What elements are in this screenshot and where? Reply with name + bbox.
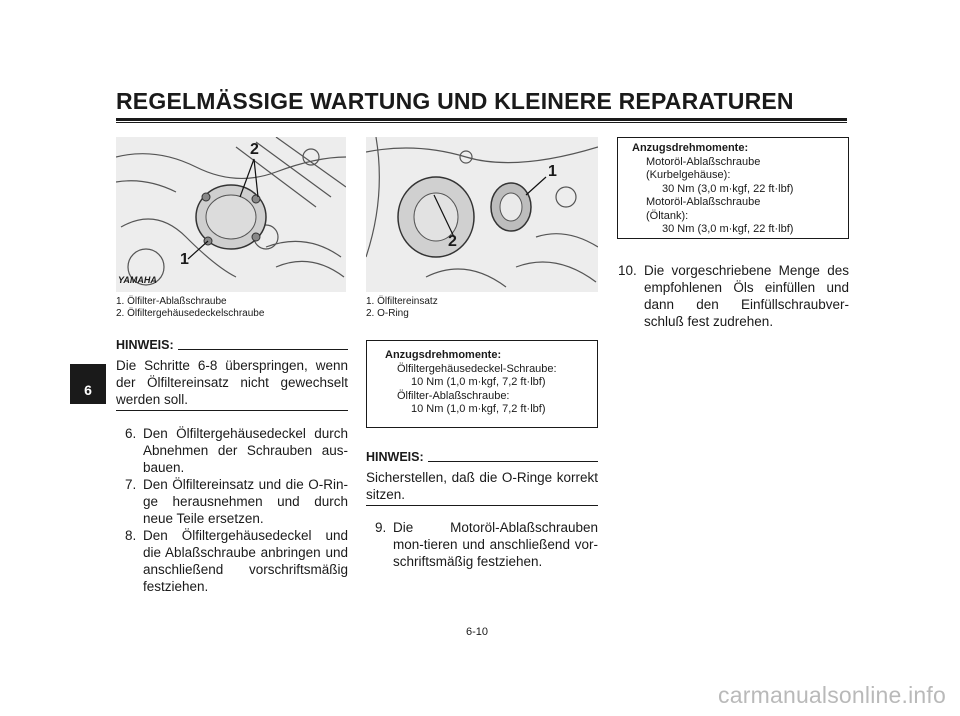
figure2-caption [366, 296, 598, 320]
torque-spec-box-1 [366, 340, 598, 428]
step-9 [366, 519, 598, 570]
step-6-number: 6. [125, 426, 137, 441]
torque1-heading: Anzugsdrehmomente: [385, 349, 502, 361]
figure1-caption-2: 2. Ölfiltergehäusedeckelschraube [116, 308, 265, 319]
torque2-line-3: 30 Nm (3,0 m·kgf, 22 ft·lbf) [662, 182, 794, 195]
torque2-line-1: Motoröl-Ablaßschraube [646, 155, 761, 168]
figure1-callout-2: 2 [250, 141, 259, 158]
hinweis-label-1: HINWEIS: [116, 338, 174, 352]
page-header-title: REGELMÄSSIGE WARTUNG UND KLEINERE REPARATUREN [116, 88, 794, 114]
torque1-line-3: Ölfilter-Ablaßschraube: [397, 389, 510, 402]
header-rule [116, 118, 847, 121]
figure2-caption-2: 2. O-Ring [366, 308, 409, 319]
engine-photo-oil-filter-cover [116, 137, 346, 292]
site-watermark: carmanualsonline.info [718, 682, 946, 708]
torque1-line-4: 10 Nm (1,0 m·kgf, 7,2 ft·lbf) [411, 403, 546, 415]
hinweis-rule-1 [116, 410, 348, 411]
chapter-tab-label: 6 [84, 382, 92, 398]
torque2-line-5: (Öltank): [646, 209, 689, 222]
step-8-text: Den Ölfiltergehäusedeckel und die Ablaßschraube anbringen und anschließend vorschriftsmäßig festziehen. [143, 528, 348, 594]
figure1-caption [116, 296, 356, 320]
engine-photo-oil-filter-element [366, 137, 598, 292]
hinweis-rule-2 [366, 505, 598, 506]
hinweis-text-2: Sicherstellen, daß die O-Ringe korrekt sitzen. [366, 470, 598, 502]
torque1-line-1: Ölfiltergehäusedeckel-Schraube: [397, 362, 557, 375]
step-7-text: Den Ölfiltereinsatz und die O-Rin-ge herausnehmen und durch neue Teile ersetzen. [143, 477, 348, 526]
step-10-number: 10. [618, 263, 637, 278]
engine-illustration-1 [116, 137, 346, 292]
step-10-text: Die vorgeschriebene Menge des empfohlenen Öls einfüllen und dann den Einfüllschraubver-schluß fest zudrehen. [644, 263, 849, 329]
page-number: 6-10 [466, 626, 489, 638]
steps-list-6-8 [116, 425, 348, 595]
torque1-line-2: 10 Nm (1,0 m·kgf, 7,2 ft·lbf) [411, 376, 546, 388]
chapter-tab[interactable] [70, 364, 106, 404]
step-8 [116, 527, 348, 595]
step-10 [617, 262, 849, 330]
step-6-text: Den Ölfiltergehäusedeckel durch Abnehmen der Schrauben aus-bauen. [143, 426, 348, 475]
step-6 [116, 425, 348, 476]
torque-spec-box-2 [617, 137, 849, 239]
torque2-line-4: Motoröl-Ablaßschraube [646, 196, 761, 208]
step-8-number: 8. [125, 528, 137, 543]
step-9-number: 9. [375, 520, 387, 535]
engine-illustration-2 [366, 137, 598, 292]
hinweis-text-1: Die Schritte 6-8 überspringen, wenn der Ölfiltereinsatz nicht gewechselt werden soll. [116, 358, 348, 407]
step-7-number: 7. [125, 477, 137, 492]
figure2-callout-1: 1 [548, 163, 557, 180]
step-7 [116, 476, 348, 527]
yamaha-logo: YAMAHA [118, 275, 157, 285]
figure1-caption-1: 1. Ölfilter-Ablaßschraube [116, 296, 227, 307]
figure1-callout-1: 1 [180, 251, 189, 268]
figure2-callout-2: 2 [448, 233, 457, 250]
torque2-line-2: (Kurbelgehäuse): [646, 169, 731, 181]
hinweis-heading-2 [366, 450, 598, 464]
torque2-heading: Anzugsdrehmomente: [632, 142, 749, 154]
header-rule-thin [116, 122, 847, 123]
hinweis-label-2: HINWEIS: [366, 450, 424, 464]
torque2-line-6: 30 Nm (3,0 m·kgf, 22 ft·lbf) [662, 223, 794, 235]
figure2-caption-1: 1. Ölfiltereinsatz [366, 296, 438, 307]
hinweis-heading-1 [116, 338, 348, 352]
step-9-text: Die Motoröl-Ablaßschrauben mon-tieren und anschließend vor-schriftsmäßig festziehen. [393, 520, 598, 569]
